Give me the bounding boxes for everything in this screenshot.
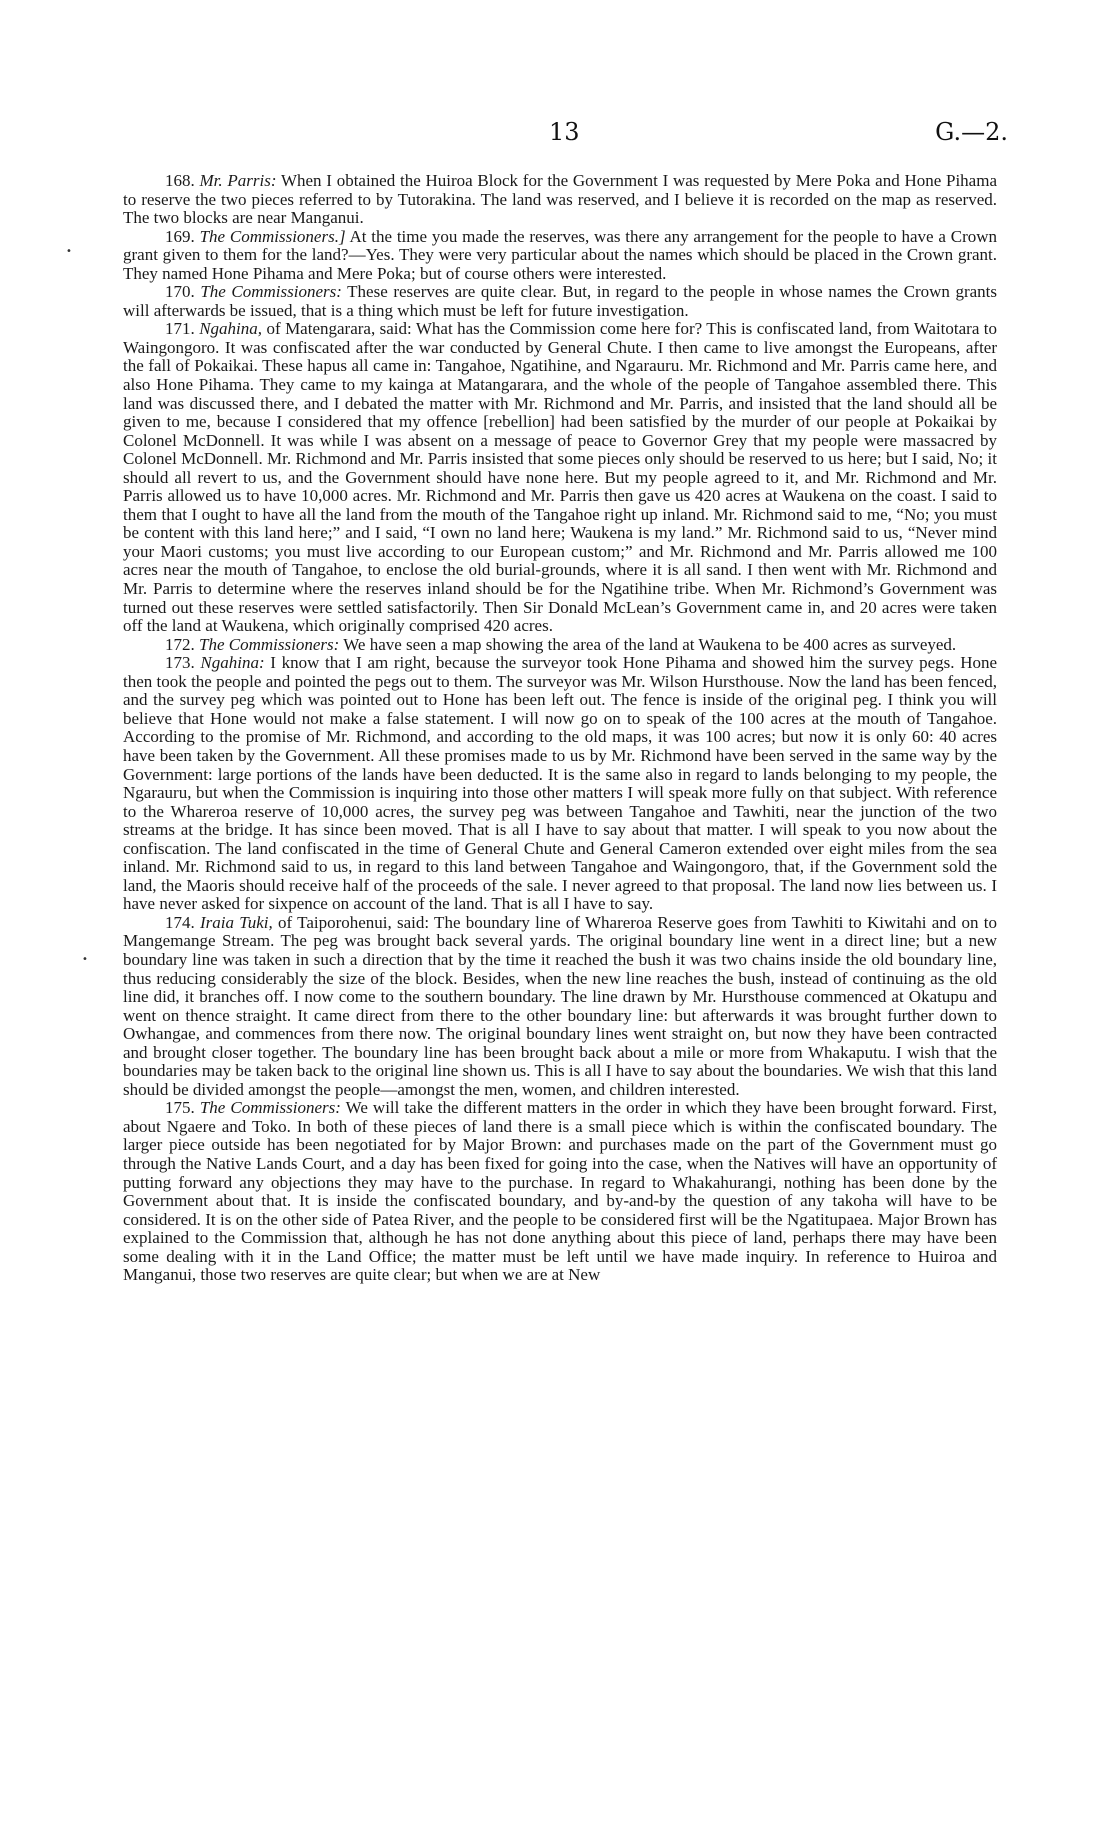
paragraph-number: 171. (165, 319, 195, 339)
paragraph-168 (123, 172, 997, 228)
speaker: Mr. Parris: (199, 171, 277, 190)
paragraph-text: We have seen a map showing the area of the land at Waukena to be 400 acres as surveyed. (343, 634, 957, 654)
margin-mark: • (66, 246, 72, 257)
page-header (0, 118, 1114, 158)
paragraph-text: of Matengarara, said: What has the Commission come here for? This is confiscated land, from Waitotara to Waingongoro. It was confiscated after the war conducted by General Chute. I then came to live amongst the Europeans, after the fall of Pokaikai. These hapus all came in: Tangahoe, Ngatihine, and Ngarauru. Mr. Richmond and Mr. Parris came here, and also Hone Pihama. They came to my kainga at Matangarara, and the whole of the people of Tangahoe assembled there. This land was discussed there, and I debated the matter with Mr. Richmond and Mr. Parris, and insisted that the land should all be given to me, because I considered that my offence [rebellion] had been satisfied by the murder of our people at Pokaikai by Colonel McDonnell. It was while I was absent on a message of peace to Governor Grey that my people were massacred by Colonel McDonnell. Mr. Richmond and Mr. Parris insisted that some pieces only should be reserved to us here; but I said, No; it should all revert to us, and the Government should have none here. But my people agreed to it, and Mr. Richmond and Mr. Parris allowed us to have 10,000 acres. Mr. Richmond and Mr. Parris then gave us 420 acres at Waukena on the coast. I said to them that I ought to have all the land from the mouth of the Tangahoe right up inland. Mr. Richmond said to me, “No; you must be content with this land here;” and I said, “I own no land here; Waukena is my land.” Mr. Richmond said to us, “Never mind your Maori customs; you must live according to our European custom;” and Mr. Richmond and Mr. Parris allowed me 100 acres near the mouth of Tangahoe, to enclose the old burial-grounds, where it is all sand. I then went with Mr. Richmond and Mr. Parris to determine where the reserves inland should be for the Ngatihine tribe. When Mr. Richmond’s Government was turned out these reserves were settled satisfactorily. Then Sir Donald McLean’s Government came in, and 20 acres were taken off the land at Waukena, which originally comprised 420 acres. (123, 319, 998, 636)
paragraph-number: 173. (165, 653, 195, 673)
speaker: The Commissioners: (199, 634, 340, 654)
speaker: The Commissioners: (199, 1098, 341, 1118)
document-reference: G.—2. (935, 118, 1008, 146)
speaker: The Commissioners: (200, 282, 342, 302)
paragraph-number: 175. (165, 1098, 195, 1118)
paragraph-number: 170. (165, 282, 195, 302)
paragraph-170 (123, 283, 997, 320)
paragraph-text: These reserves are quite clear. But, in regard to the people in whose names the Crown grants will afterwards be issued, that is a thing which must be left for future investigation. (123, 282, 998, 320)
paragraph-text: When I obtained the Huiroa Block for the Government I was requested by Mere Poka and Hone Pihama to reserve the two pieces referred to by Tutorakina. The land was reserved, and I believe it is recorded on the map as reserved. The two blocks are near Manganui. (123, 171, 997, 228)
paragraph-175 (123, 1099, 997, 1284)
paragraph-text: We will take the different matters in the order in which they have been brought forward. First, about Ngaere and Toko. In both of these pieces of land there is a small piece which is within the confiscated boundary. The larger piece outside has been negotiated for by Major Brown: and purchases made on the part of the Government must go through the Native Lands Court, and a day has been fixed for going into the case, when the Natives will have an opportunity of putting forward any objections they may have to the purchase. In regard to Whakahurangi, nothing has been done by the Government about that. It is inside the confiscated boundary, and by-and-by the question of any takoha will have to be considered. It is on the other side of Patea River, and the people to be considered first will be the Ngatitupaea. Major Brown has explained to the Commission that, although he has not done anything about this piece of land, perhaps there may have been some dealing with it in the Land Office; the matter must be left until we have made inquiry. In reference to Huiroa and Manganui, those two reserves are quite clear; but when we are at New (123, 1098, 997, 1285)
speaker: Ngahina: (200, 653, 265, 673)
paragraph-169 (123, 228, 997, 284)
speaker: Ngahina, (199, 319, 263, 339)
paragraph-number: 169. (165, 226, 195, 246)
paragraph-text: I know that I am right, because the surveyor took Hone Pihama and showed him the survey pegs. Hone then took the people and pointed the pegs out to them. The surveyor was Mr. Wilson Hursthouse. Now the land has been fenced, and the survey peg which was pointed out to Hone has been left out. The fence is inside of the original peg. I think you will believe that Hone would not make a false statement. I will now go on to speak of the 100 acres at the mouth of Tangahoe. According to the promise of Mr. Richmond, and according to the old maps, it was 100 acres; but now it is only 60: 40 acres have been taken by the Government. All these promises made to us by Mr. Richmond have been served in the same way by the Government: large portions of the lands have been deducted. It is the same also in regard to lands belonging to my people, the Ngarauru, but when the Commission is inquiring into those other matters I will speak more fully on that subject. With reference to the Whareroa reserve of 10,000 acres, the survey peg was between Tangahoe and Tawhiti, near the junction of the two streams at the bridge. It has since been moved. That is all I have to say about that matter. I will speak to you now about the confiscation. The land confiscated in the time of General Chute and General Cameron extended over eight miles from the sea inland. Mr. Richmond said to us, in regard to this land between Tangahoe and Waingongoro, that, if the Government sold the land, the Maoris should receive half of the proceeds of the sale. I never agreed to that proposal. The land now lies between us. I have never asked for sixpence on account of the land. That is all I have to say. (123, 653, 998, 914)
speaker: Iraia Tuki, (200, 912, 273, 932)
paragraph-171 (123, 320, 997, 635)
paragraph-number: 168. (165, 171, 195, 190)
margin-mark: • (82, 954, 88, 965)
paragraph-174 (123, 914, 997, 1099)
page-number: 13 (549, 118, 580, 146)
paragraph-172 (123, 636, 997, 655)
paragraph-173 (123, 654, 997, 914)
paragraph-text: of Taiporohenui, said: The boundary line of Whareroa Reserve goes from Tawhiti to Kiwitahi and on to Mangemange Stream. The peg was brought back several yards. The original boundary line went in a direct line; but a new boundary line was taken in such a direction that by the time it reached the bush it was two chains inside the old boundary line, thus reducing considerably the size of the block. Besides, when the new line reaches the bush, instead of continuing as the old line did, it branches off. I now come to the southern boundary. The line drawn by Mr. Hursthouse commenced at Okatupu and went on thence straight. It came direct from there to the other boundary line: but afterwards it was brought further down to Owhangae, and commences from there now. The original boundary lines went straight on, but now they have been contracted and brought closer together. The boundary line has been brought back about a mile or more from Whakaputu. I wish that the boundaries may be taken back to the original line shown us. This is all I have to say about the boundaries. We wish that this land should be divided amongst the people—amongst the men, women, and children interested. (123, 912, 998, 1099)
speaker: The Commissioners.] (199, 226, 346, 246)
paragraph-number: 172. (165, 634, 195, 654)
paragraph-number: 174. (165, 912, 195, 932)
paragraph-text: At the time you made the reserves, was there any arrangement for the people to have a Crown grant given to them for the land?—Yes. They were very particular about the names which should be placed in the Crown grant. They named Hone Pihama and Mere Poka; but of course others were interested. (123, 226, 998, 283)
body-text (123, 172, 997, 1285)
